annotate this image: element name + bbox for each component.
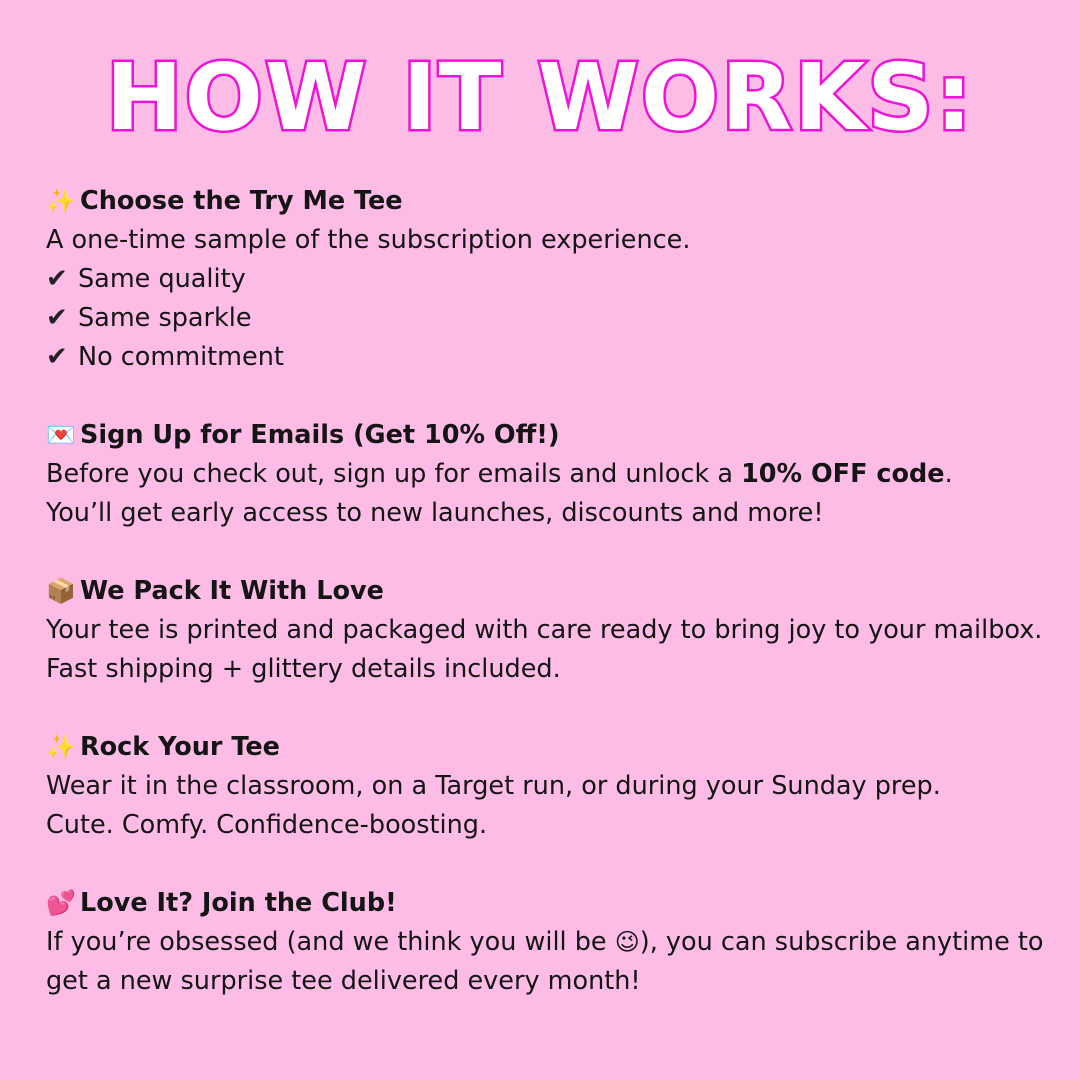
step-sign-up-emails	[46, 416, 1046, 533]
step-description	[46, 923, 1046, 1001]
step-title: Love It? Join the Club!	[80, 888, 397, 918]
step-description: Cute. Comfy. Confidence-boosting.	[46, 810, 488, 840]
step-description: Fast shipping + glittery details included.	[46, 654, 561, 684]
check-item	[46, 299, 1046, 338]
step-heading	[46, 884, 1046, 923]
check-item	[46, 260, 1046, 299]
step-heading	[46, 728, 1046, 767]
step-heading	[46, 182, 1046, 221]
step-heading	[46, 572, 1046, 611]
checkmark-icon: ✔	[46, 303, 68, 333]
step-title: Rock Your Tee	[80, 732, 280, 762]
step-rock-your-tee	[46, 728, 1046, 845]
sparkles-icon: ✨	[46, 733, 76, 761]
check-item-label: Same sparkle	[78, 303, 252, 333]
page-title: HOW IT WORKS:	[105, 44, 975, 151]
two-hearts-icon: 💕	[46, 889, 76, 917]
check-item	[46, 338, 1046, 377]
step-try-me-tee	[46, 182, 1046, 377]
step-title: Sign Up for Emails (Get 10% Off!)	[80, 420, 560, 450]
check-item-label: No commitment	[78, 342, 284, 372]
step-description: A one-time sample of the subscription experience.	[46, 225, 691, 255]
package-icon: 📦	[46, 577, 76, 605]
steps-list	[46, 182, 1046, 1040]
step-description: Wear it in the classroom, on a Target run, or during your Sunday prep.	[46, 771, 941, 801]
step-pack-with-love	[46, 572, 1046, 689]
step-heading	[46, 416, 1046, 455]
step-description: You’ll get early access to new launches, discounts and more!	[46, 498, 824, 528]
winking-face-icon: 😉	[614, 928, 640, 956]
checkmark-icon: ✔	[46, 264, 68, 294]
description-text: ), you can subscribe anytime to get a new surprise tee delivered every month!	[46, 927, 1044, 996]
step-title: We Pack It With Love	[80, 576, 384, 606]
step-description	[46, 455, 1046, 494]
description-text: If you’re obsessed (and we think you will be	[46, 927, 607, 957]
checkmark-icon: ✔	[46, 342, 68, 372]
love-letter-icon: 💌	[46, 421, 76, 449]
description-text: Before you check out, sign up for emails and unlock a	[46, 459, 733, 489]
step-description: Your tee is printed and packaged with care ready to bring joy to your mailbox.	[46, 615, 1043, 645]
step-join-the-club	[46, 884, 1046, 1001]
step-title: Choose the Try Me Tee	[80, 186, 403, 216]
description-text: .	[944, 459, 953, 489]
check-item-label: Same quality	[78, 264, 246, 294]
discount-code-text: 10% OFF code	[741, 459, 945, 489]
sparkles-icon: ✨	[46, 187, 76, 215]
